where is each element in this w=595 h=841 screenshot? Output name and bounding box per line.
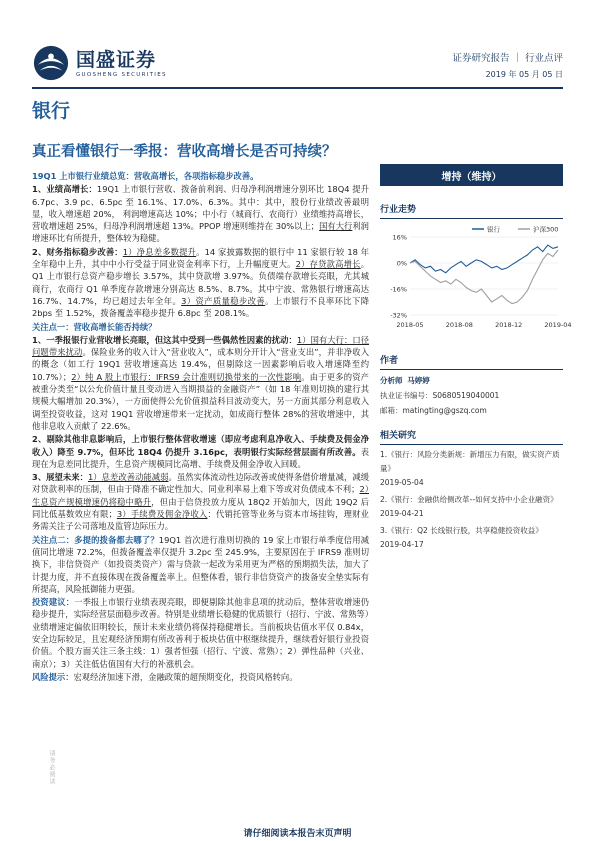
logo-text-en: GUOSHENG SECURITIES [76,71,167,78]
logo-text-cn: 国盛证券 [76,48,157,71]
focus-1-paragraph-2: 2、剔除其他非息影响后，上市银行整体营收增速（即应考虑利息净收入、手续费及佣金净收入）降至 9.7%，但环比 18Q4 仍提升 3.16pc，表明银行实际经营层面有所改善。表现在为息差同比提升，生息资产规模同比高增、手续费及佣金净收入回暖。 [32,434,369,469]
investment-paragraph: 投资建议：一季报上市银行业绩表现亮眼，即便剔除其他非息项的扰动后，整体营收增速仍稳步提升，实际经营层面稳步改善。特别是业绩增长稳健的优质银行（招行、宁波、常熟等）业绩增速定偏依旧明较长，预计未来业绩仍将保持稳健增长。当前板块估值水平仅 0.84x，安全边际较足，且宏观经济预期有所改善利于板块估值中枢继续提升，继续看好银行业投资价值。个股方面关注三条主线：1）强者恒强（招行、宁波、常熟）；2）弹性品种（兴业、南京）；3）关注低估值国有大行的补涨机会。 [32,597,369,669]
industry-trend-chart [380,223,572,333]
x-tick-label: 2018-08 [445,321,473,329]
rating-badge: 增持（维持） [380,164,563,186]
legend-label: 沪深300 [533,225,559,234]
focus-1-paragraph-1: 1、一季报银行业营收增长亮眼，但这其中受到一些偶然性因素的扰动：1）国有大行：口径问题带来扰动。保险业务的收入计入“营业收入”，成本则分开计入“营业支出”，并非净收入的概念（如工行 19Q1 营收增速高达 19.4%，但剔除这一因素影响后收入增速降至约 10.7%）；2）纯 A 股上市银行：IFRS9 会计准则切换带来的一次性影响。由于更多的资产被重分类至“以公允价值计量且变动进入当期损益的金融资产”（如 18 年准则切换的建行其规模大幅增加 20.3%），一方面使得公允价值损益科目波动变大，另一方面其部分利息收入调至投资收益，这对 19Q1 营收增速带来一定扰动，如成商行整体 28%的营收增速中，其他非息收入贡献了 22.6%。 [32,334,370,431]
x-tick-label: 2018-05 [396,321,424,329]
header-divider [32,87,563,89]
author-email[interactable]: 邮箱：matingting@gszq.com [380,406,487,415]
report-title: 真正看懂银行一季报：营收高增长是否可持续？ [32,144,337,160]
y-tick-label: 16% [392,233,407,242]
y-tick-label: 0% [396,259,407,268]
related-research-heading: 相关研究 [380,428,563,445]
main-content [32,170,369,830]
author-line: 分析师 马婷婷 [380,376,430,385]
related-item[interactable]: 3.《银行：Q2 长线银行股，共享稳健投资收益》 2019-04-17 [380,526,543,549]
certificate-number: 执业证书编号：S0680519040001 [380,391,500,400]
author-heading: 作者 [380,353,563,370]
related-research-list [380,448,563,552]
company-logo [32,44,167,82]
related-item[interactable]: 1.《银行：风险分类新规：新增压力有限，做实资产质量》 2019-05-04 [380,450,560,487]
legend-label: 银行 [487,225,500,234]
summary-heading: 19Q1 上市银行业绩总览：营收高增长，各项指标稳步改善。 [32,171,259,181]
related-item[interactable]: 2.《银行：金融供给侧改革--如何支持中小企业融资》 2019-04-21 [380,495,558,518]
focus-2-heading: 关注点二：多提的拨备都去哪了？ [32,534,159,545]
series-line-bank [410,245,558,273]
author-name: 马婷婷 [407,376,430,385]
focus-1-paragraph-3: 3、展望未来：1）息差改善动能减弱。虽然实体流动性边际改善或使得条借价增量减，减缓对贷款利率的压制，但由于降准不确定性加大、同业利率易上难下等或对负债成本不利；2）生息资产规模增速仍将稳中略升，但由于信贷投放力度从 18Q2 开始加大，因此 19Q2 后同比低基数效应有限；3）手续费及佣金净收入：代销托管等业务与资本市场挂钩，理财业务需关注子公司落地及监管边际压力。 [32,472,369,532]
trend-heading: 行业走势 [380,202,563,219]
y-tick-label: -16% [390,285,407,294]
paragraph-1: 1、业绩高增长：19Q1 上市银行营收、拨备前利润、归母净利润增速分别环比 18Q4 提升 6.7pc、3.9 pc、6.5pc 至 16.1%、17.0%、6.3%。其中：其中，股份行业绩改善最明显，收入增速超 20%， 利润增速高达 10%；中小行（城商行、农商行）业绩维持高增长，营收增速超 25%，归母净利润增速超 13%。PPOP 增速则维持在 30%以上；国有大行利润增速环比有所提升，整体较为稳健。 [32,184,369,244]
industry-label: 银行 [32,100,71,122]
sidebar [380,164,572,552]
focus-2-paragraph: 关注点二：多提的拨备都去哪了？19Q1 首次进行准则切换的 19 家上市银行单季度信用减值同比增速 72.2%，但拨备覆盖率仅提升 3.2pc 至 245.9%，主要原因在于 IFRS9 准则切换下，非信贷资产（如投资类资产）需与贷款一起改为采用更为严格的预期损失法，加大了计提力度，并不直接体现在拨备覆盖率上。但整体看，银行非信贷资产的拨备安全垫实际有所提高，风险抵御能力更强。 [32,534,369,594]
investment-heading: 投资建议： [32,597,75,608]
x-tick-label: 2018-12 [495,321,523,329]
side-disclaimer-label: 请务必阅读 [48,750,55,785]
risk-heading: 风险提示： [32,671,74,682]
series-line-csi300 [410,250,558,304]
logo-icon [32,44,70,82]
paragraph-2: 2、财务指标稳步改善：1）净息差多数提升。14 家披露数据的银行中 11 家银行较 18 年全年稳中上升，其中中小行受益于同业资金利率下行，上升幅度更大。2）存贷款高增长。Q1 上市银行总资产稳步增长 3.57%，其中贷款增 3.97%。负债端存款增长亮眼，尤其城商行，农商行 Q1 单季度存款增速分别高达 8.5%、8.7%。其中宁波、常熟银行增速高达 16.7%、14.7%，均已超过去年全年。3）资产质量稳步改善。上市银行不良率环比下降 2bps 至 1.52%，拨备覆盖率稳步提升 6.8pc 至 208.1%。 [32,246,369,319]
risk-paragraph: 风险提示：宏观经济加速下滑，金融政策的超预期变化，投资风格转向。 [32,671,298,682]
report-date: 2019 年 05 月 05 日 [485,70,563,79]
y-tick-label: -32% [390,311,407,320]
x-tick-label: 2019-04 [544,321,572,329]
footer-disclaimer: 请仔细阅读本报告末页声明 [243,829,352,839]
focus-1-heading: 关注点一：营收高增长能否持续？ [32,321,157,332]
report-type: 证券研究报告 ｜ 行业点评 [452,53,563,64]
